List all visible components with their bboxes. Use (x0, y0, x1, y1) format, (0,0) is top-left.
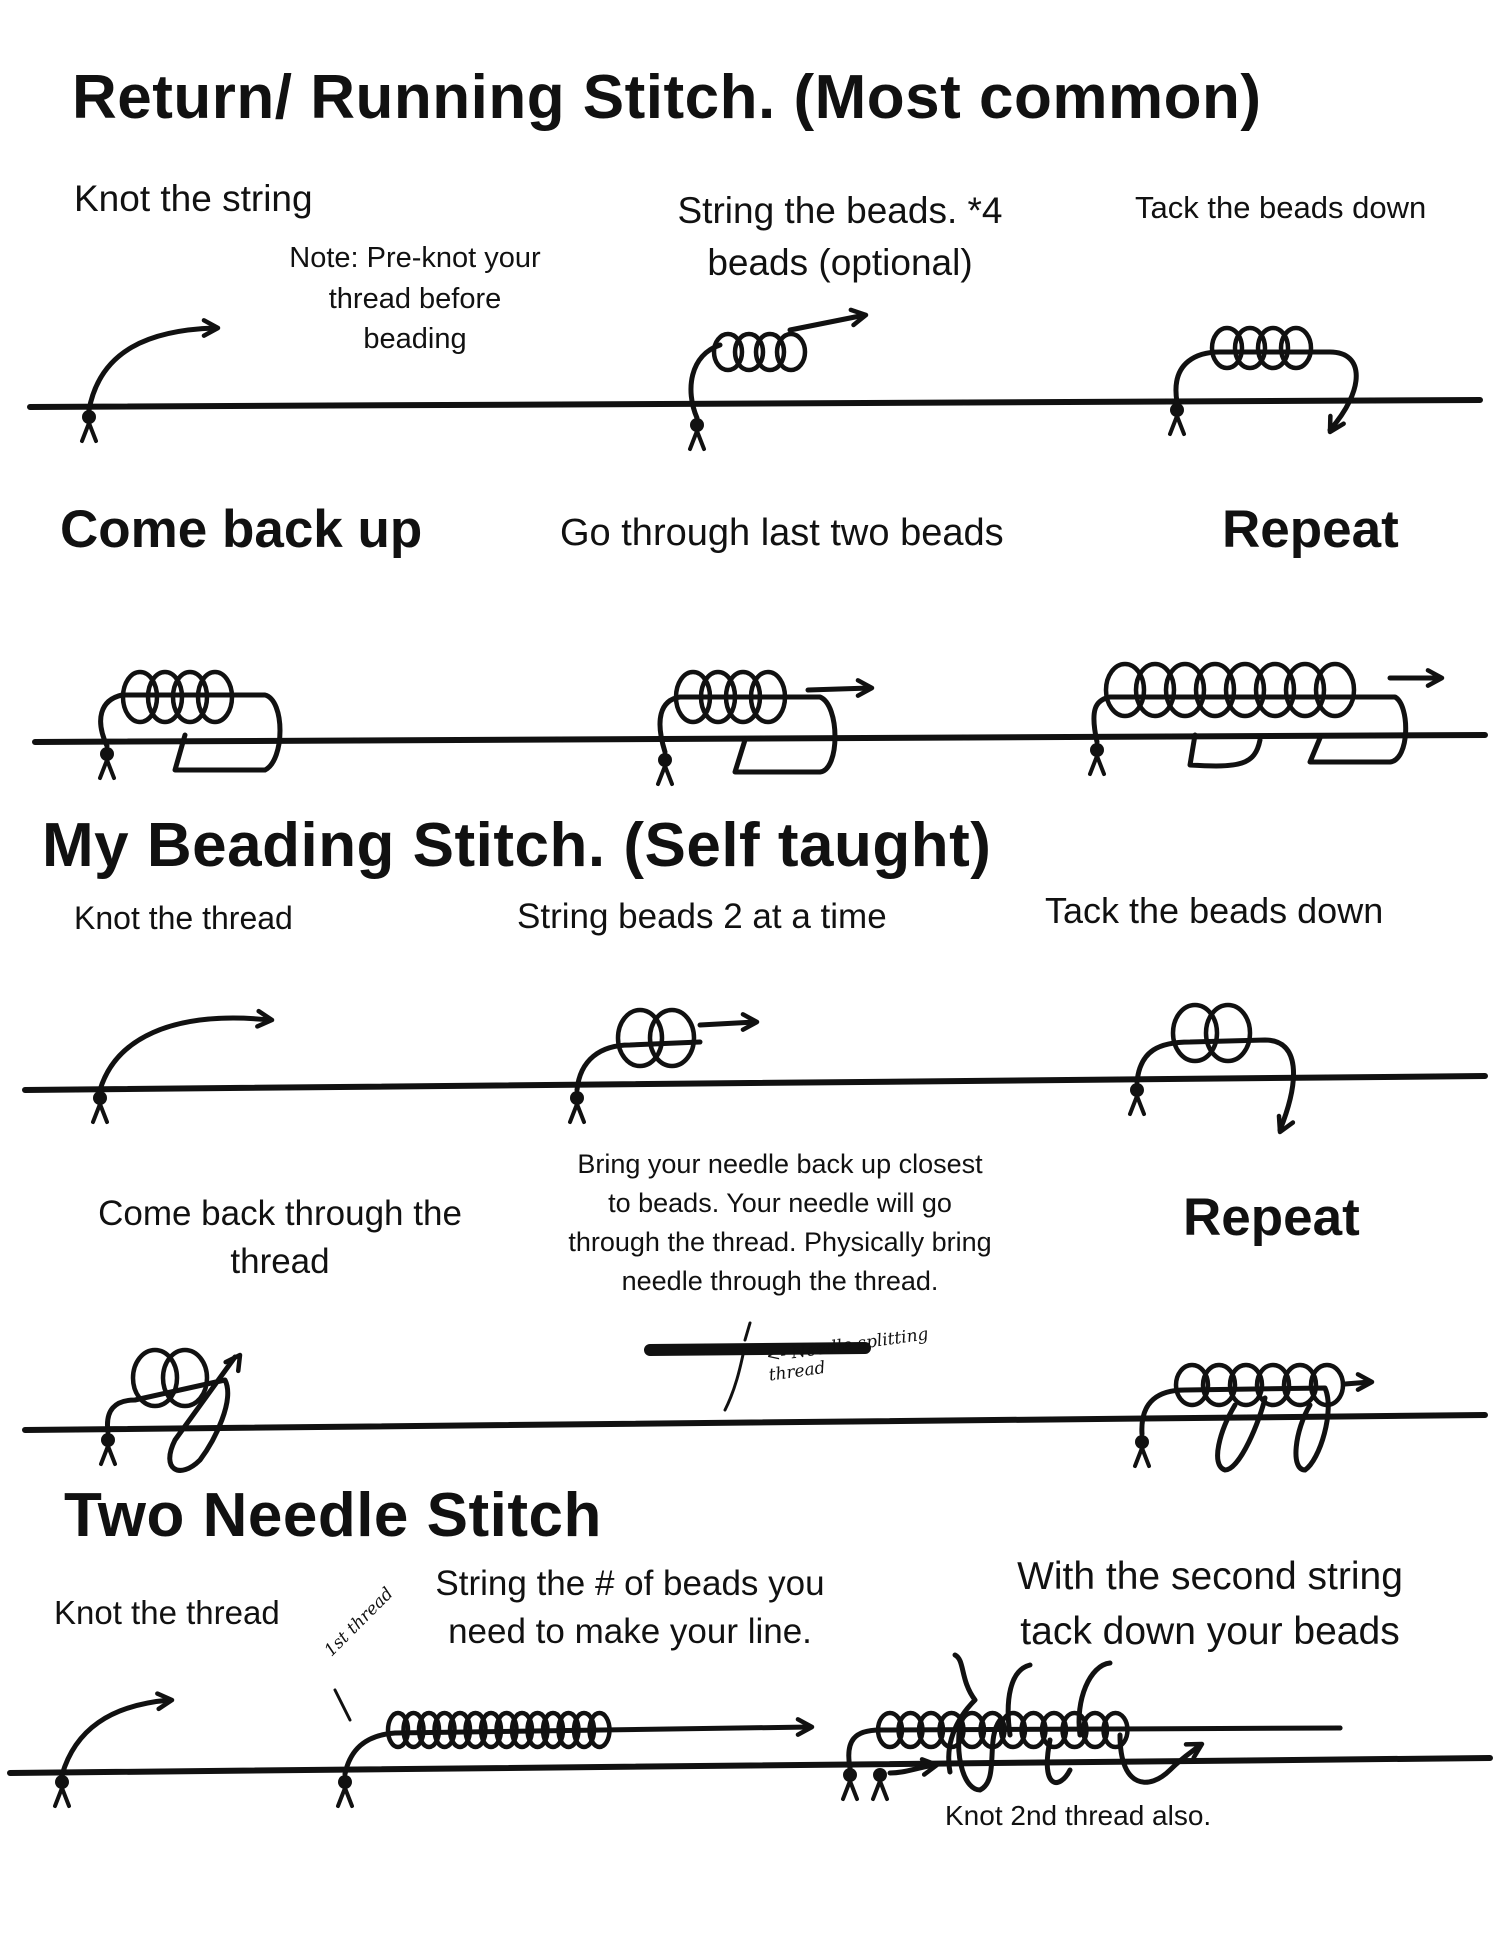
s1-step-knot-label: Knot the string (74, 178, 313, 219)
s1-step-repeat-label: Repeat (1222, 500, 1399, 559)
thread-curve (700, 1022, 755, 1025)
thread-line (25, 1076, 1485, 1090)
bead (1196, 664, 1234, 716)
knot-legs (338, 1788, 352, 1806)
s2-step-repeat-label: Repeat (1183, 1188, 1360, 1247)
thread-line (30, 400, 1480, 407)
knot-legs (843, 1781, 857, 1799)
bead (777, 334, 805, 370)
thread-curve (62, 1700, 170, 1775)
thread-curve (808, 688, 870, 690)
bead (1106, 664, 1144, 716)
section-3-title: Two Needle Stitch (64, 1481, 602, 1550)
knot-legs (1130, 1096, 1144, 1114)
s2-step-tack-label: Tack the beads down (1045, 890, 1384, 931)
thread-curve (107, 1357, 235, 1470)
s1-step-string-label: String the beads. *4 beads (optional) (677, 190, 1003, 283)
knot-legs (100, 760, 114, 778)
bead (1256, 664, 1294, 716)
s3-inset-caption: 1st thread (320, 1583, 398, 1661)
bead (1206, 1005, 1250, 1061)
s1-step-go-through-label: Go through last two beads (560, 512, 1004, 554)
thread-line (35, 735, 1485, 742)
knot-legs (93, 1104, 107, 1122)
inset-arrow (335, 1690, 350, 1720)
thread-curve (101, 695, 280, 770)
section-2-title: My Beading Stitch. (Self taught) (42, 811, 992, 880)
s3-step-string-label: String the # of beads you need to make your line. (435, 1564, 825, 1652)
s1-step-tack-label: Tack the beads down (1135, 190, 1427, 225)
s2-note: Bring your needle back up closest to beads. Your needle will go through the thread. Physically bring needle through the thread. (568, 1149, 992, 1297)
bead (650, 1010, 694, 1066)
s2-step-come-back-label: Come back through the thread (98, 1194, 462, 1282)
s2-step-string-label: String beads 2 at a time (517, 897, 887, 936)
s2-step-knot-label: Knot the thread (74, 900, 293, 936)
s3-step-knot-label: Knot the thread (54, 1594, 280, 1631)
knot-legs (690, 431, 704, 449)
thread-curve (89, 328, 215, 410)
inset-arrow (745, 1323, 750, 1340)
thread-curve (1008, 1665, 1030, 1735)
knot-legs (101, 1446, 115, 1464)
thread-curve (660, 697, 835, 772)
thread-curve (100, 1018, 270, 1090)
thread-line (25, 1415, 1485, 1430)
knot-legs (1135, 1448, 1149, 1466)
bead (1286, 664, 1324, 716)
s3-step-tack-label: With the second string tack down your beads (1017, 1555, 1403, 1653)
knot-legs (55, 1788, 69, 1806)
bead (1226, 664, 1264, 716)
section-1-title: Return/ Running Stitch. (Most common) (72, 63, 1262, 132)
bead (1316, 664, 1354, 716)
thread-line (10, 1758, 1490, 1773)
knot-legs (82, 423, 96, 441)
s3-step-knot-second-label: Knot 2nd thread also. (945, 1800, 1212, 1831)
knot-legs (570, 1104, 584, 1122)
knot-legs (1170, 416, 1184, 434)
bead (1281, 328, 1311, 368)
s1-step-come-back-label: Come back up (60, 500, 423, 559)
s1-note: Note: Pre-knot your thread before beading (289, 242, 541, 356)
bead (1136, 664, 1174, 716)
knot-legs (873, 1781, 887, 1799)
s2-inset-caption: <- Needle splitting thread (764, 1324, 930, 1386)
bead (1166, 664, 1204, 716)
bead (163, 1350, 207, 1406)
knot-legs (1090, 756, 1104, 774)
knot-legs (658, 766, 672, 784)
